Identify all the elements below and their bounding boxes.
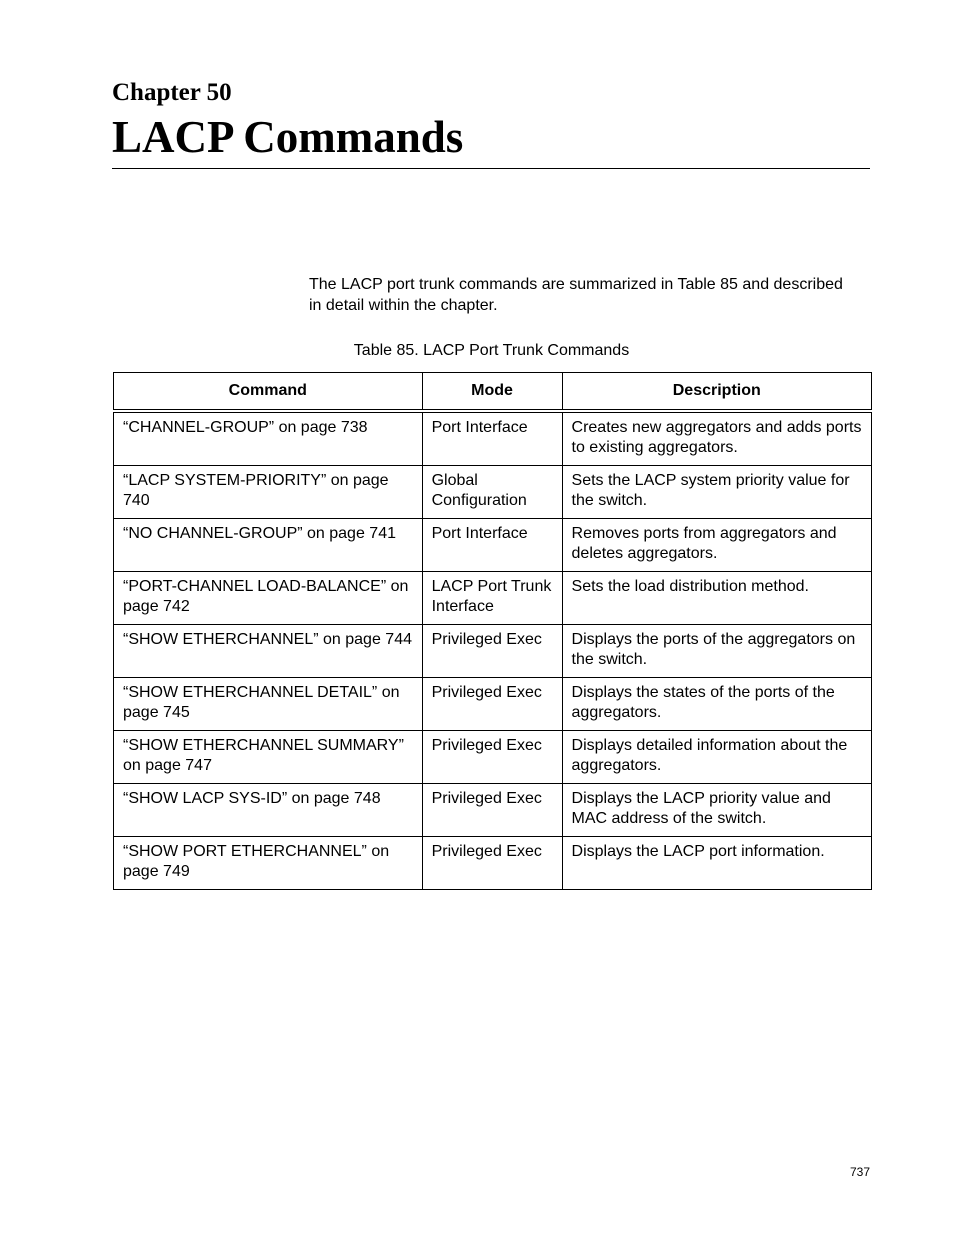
header-mode: Mode	[422, 373, 562, 412]
mode-cell: Port Interface	[422, 519, 562, 572]
command-cell[interactable]: “LACP SYSTEM-PRIORITY” on page 740	[114, 466, 423, 519]
table-header-row	[114, 373, 872, 412]
table-row	[114, 784, 872, 837]
description-cell: Displays the LACP priority value and MAC address of the switch.	[562, 784, 871, 837]
description-cell: Removes ports from aggregators and deletes aggregators.	[562, 519, 871, 572]
description-cell: Sets the load distribution method.	[562, 572, 871, 625]
page-number: 737	[849, 1165, 870, 1179]
command-cell[interactable]: “SHOW ETHERCHANNEL SUMMARY” on page 747	[114, 731, 423, 784]
mode-cell: Port Interface	[422, 411, 562, 466]
table-row	[114, 466, 872, 519]
table-row	[114, 625, 872, 678]
command-cell[interactable]: “SHOW LACP SYS-ID” on page 748	[114, 784, 423, 837]
mode-cell: Privileged Exec	[422, 678, 562, 731]
header-command: Command	[114, 373, 423, 412]
commands-table	[113, 372, 872, 890]
command-cell[interactable]: “PORT-CHANNEL LOAD-BALANCE” on page 742	[114, 572, 423, 625]
mode-cell: Global Configuration	[422, 466, 562, 519]
description-cell: Displays detailed information about the aggregators.	[562, 731, 871, 784]
table-row	[114, 519, 872, 572]
description-cell: Creates new aggregators and adds ports to existing aggregators.	[562, 411, 871, 466]
mode-cell: Privileged Exec	[422, 784, 562, 837]
description-cell: Displays the LACP port information.	[562, 837, 871, 890]
table-row	[114, 731, 872, 784]
title-rule	[112, 168, 870, 169]
table-row	[114, 572, 872, 625]
mode-cell: Privileged Exec	[422, 837, 562, 890]
table-caption: Table 85. LACP Port Trunk Commands	[353, 342, 630, 359]
mode-cell: Privileged Exec	[422, 731, 562, 784]
description-cell: Displays the ports of the aggregators on the switch.	[562, 625, 871, 678]
command-cell[interactable]: “SHOW ETHERCHANNEL” on page 744	[114, 625, 423, 678]
command-cell[interactable]: “SHOW PORT ETHERCHANNEL” on page 749	[114, 837, 423, 890]
intro-paragraph: The LACP port trunk commands are summarized in Table 85 and described in detail within the chapter.	[309, 276, 843, 314]
description-cell: Sets the LACP system priority value for the switch.	[562, 466, 871, 519]
table-row	[114, 837, 872, 890]
chapter-label: Chapter 50	[112, 79, 232, 106]
description-cell: Displays the states of the ports of the aggregators.	[562, 678, 871, 731]
mode-cell: Privileged Exec	[422, 625, 562, 678]
command-cell[interactable]: “CHANNEL-GROUP” on page 738	[114, 411, 423, 466]
chapter-title: LACP Commands	[112, 112, 464, 162]
mode-cell: LACP Port Trunk Interface	[422, 572, 562, 625]
table-row	[114, 678, 872, 731]
command-cell[interactable]: “SHOW ETHERCHANNEL DETAIL” on page 745	[114, 678, 423, 731]
table-row	[114, 411, 872, 466]
command-cell[interactable]: “NO CHANNEL-GROUP” on page 741	[114, 519, 423, 572]
header-description: Description	[562, 373, 871, 412]
